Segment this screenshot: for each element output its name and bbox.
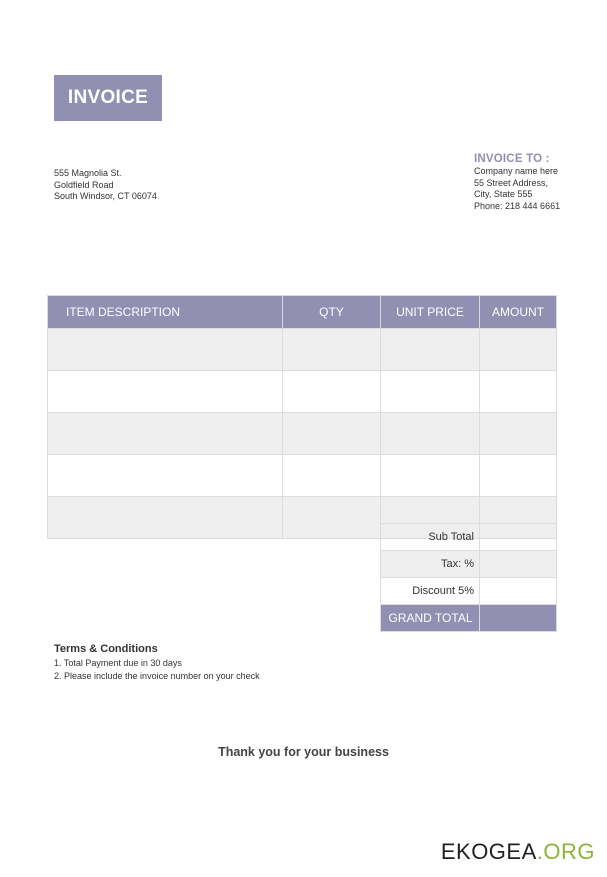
invoice-title: INVOICE — [54, 75, 162, 121]
recipient-line: 55 Street Address, — [474, 177, 549, 188]
qty-cell[interactable] — [283, 413, 381, 455]
unit-price-cell[interactable] — [381, 455, 480, 497]
address-line: 555 Magnolia St. — [54, 168, 122, 178]
tax-value[interactable] — [480, 551, 557, 578]
subtotal-value[interactable] — [480, 524, 557, 551]
table-row — [48, 413, 557, 455]
header-item-description: ITEM DESCRIPTION — [48, 296, 283, 329]
brand-watermark — [441, 839, 595, 865]
amount-cell[interactable] — [480, 455, 557, 497]
items-table — [47, 295, 557, 539]
qty-cell[interactable] — [283, 455, 381, 497]
amount-cell[interactable] — [480, 329, 557, 371]
address-line: South Windsor, CT 06074 — [54, 191, 157, 201]
thank-you-note: Thank you for your business — [218, 745, 389, 759]
qty-cell[interactable] — [283, 371, 381, 413]
qty-cell[interactable] — [283, 497, 381, 539]
item-description-cell[interactable] — [48, 497, 283, 539]
discount-row — [381, 578, 557, 605]
terms-heading: Terms & Conditions — [54, 643, 158, 655]
recipient-line: Company name here — [474, 166, 559, 176]
terms-item: 2. Please include the invoice number on your check — [54, 670, 260, 681]
discount-value[interactable] — [480, 578, 557, 605]
grand-total-label: GRAND TOTAL — [381, 605, 480, 632]
grand-total-value[interactable] — [480, 605, 557, 632]
brand-name: EKOGEA — [440, 839, 537, 864]
qty-cell[interactable] — [283, 329, 381, 371]
item-description-cell[interactable] — [48, 371, 283, 413]
brand-tld: .ORG — [536, 839, 595, 864]
unit-price-cell[interactable] — [381, 371, 480, 413]
address-line: Goldfield Road — [54, 179, 114, 190]
unit-price-cell[interactable] — [381, 413, 480, 455]
recipient-line: City, State 555 — [474, 189, 533, 199]
grand-total-row — [381, 605, 557, 632]
terms-item: 1. Total Payment due in 30 days — [54, 658, 182, 668]
discount-label: Discount 5% — [381, 578, 480, 605]
table-row — [48, 455, 557, 497]
tax-label: Tax: % — [381, 551, 480, 578]
invoice-to-block — [474, 152, 560, 212]
item-description-cell[interactable] — [48, 413, 283, 455]
invoice-to-heading: INVOICE TO : — [474, 153, 550, 165]
amount-cell[interactable] — [480, 371, 557, 413]
table-row — [48, 329, 557, 371]
amount-cell[interactable] — [480, 413, 557, 455]
table-row — [48, 371, 557, 413]
item-description-cell[interactable] — [48, 329, 283, 371]
header-amount: AMOUNT — [480, 296, 557, 329]
item-description-cell[interactable] — [48, 455, 283, 497]
subtotal-row — [381, 524, 557, 551]
header-qty: QTY — [283, 296, 381, 329]
sender-address — [54, 168, 157, 203]
totals-table — [380, 523, 557, 632]
header-unit-price: UNIT PRICE — [381, 296, 480, 329]
unit-price-cell[interactable] — [381, 329, 480, 371]
recipient-line: Phone: 218 444 6661 — [474, 200, 561, 211]
table-header-row — [48, 296, 557, 329]
terms-section — [54, 642, 260, 682]
tax-row — [381, 551, 557, 578]
subtotal-label: Sub Total — [381, 524, 480, 551]
